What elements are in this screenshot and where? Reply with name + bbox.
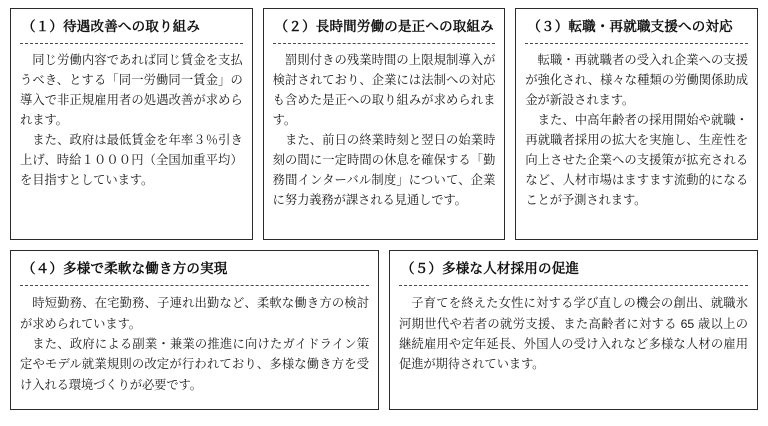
card-2-body xyxy=(273,51,496,231)
card-1 xyxy=(10,8,253,240)
card-4-title: （４）多様で柔軟な働き方の実現 xyxy=(22,261,228,276)
card-1-paragraph-1: 同じ労働内容であれば同じ賃金を支払うべき、とする「同一労働同一賃金」の導入で非正規雇用者の処遇改善が求められます。 xyxy=(20,53,243,127)
card-3-paragraph-1: 転職・再就職者の受入れ企業への支援が強化され、様々な種類の労働関係助成金が新設されます。 xyxy=(525,53,749,108)
card-4-divider xyxy=(20,285,369,286)
card-row-bottom xyxy=(10,250,758,410)
card-3 xyxy=(515,8,758,240)
card-5 xyxy=(389,250,758,410)
card-2-title: （２）長時間労働の是正への取組み xyxy=(274,19,494,34)
card-3-paragraph-2: また、中高年齢者の採用開始や就職・再就職者採用の拡大を実施し、生産性を向上させた企業への支援策が拡充されるなど、人材市場はますます流動的になることが予測されます。 xyxy=(525,112,749,207)
card-5-paragraph-1: 子育てを終えた女性に対する学び直しの機会の創出、就職氷河期世代や若者の就労支援、また高齢者に対する 65 歳以上の継続雇用や定年延長、外国人の受け入れなど多様な人材の雇用促進が期待されています。 xyxy=(399,296,748,372)
card-1-paragraph-2: また、政府は最低賃金を年率３％引き上げ、時給１０００円（全国加重平均）を目指すとしています。 xyxy=(20,132,243,187)
card-4 xyxy=(10,250,379,410)
card-1-title: （１）待遇改善への取り組み xyxy=(22,19,201,34)
card-2-paragraph-1: 罰則付きの残業時間の上限規制導入が検討されており、企業には法制への対応も含めた是正への取り組みが求められます。 xyxy=(272,53,496,127)
card-4-paragraph-2: また、政府による副業・兼業の推進に向けたガイドライン策定やモデル就業規則の改定が行われており、多様な働き方を受け入れる環境づくりが必要です。 xyxy=(20,337,369,392)
card-1-body xyxy=(20,51,243,231)
card-3-title: （３）転職・再就職支援への対応 xyxy=(527,19,733,34)
card-2-divider xyxy=(273,43,496,44)
card-row-top xyxy=(10,8,758,240)
card-3-body xyxy=(525,51,748,231)
card-5-divider xyxy=(399,285,748,286)
card-2 xyxy=(263,8,506,240)
card-4-paragraph-1: 時短勤務、在宅勤務、子連れ出勤など、柔軟な働き方の検討が求められています。 xyxy=(20,296,369,331)
card-1-divider xyxy=(20,43,243,44)
card-2-paragraph-2: また、前日の終業時刻と翌日の始業時刻の間に一定時間の休息を確保する「勤務間インターバル制度」について、企業に努力義務が課される見通しです。 xyxy=(272,132,496,207)
card-5-title: （５）多様な人材採用の促進 xyxy=(401,261,580,276)
card-3-divider xyxy=(525,43,748,44)
card-5-body xyxy=(399,293,748,401)
card-4-body xyxy=(20,293,369,401)
